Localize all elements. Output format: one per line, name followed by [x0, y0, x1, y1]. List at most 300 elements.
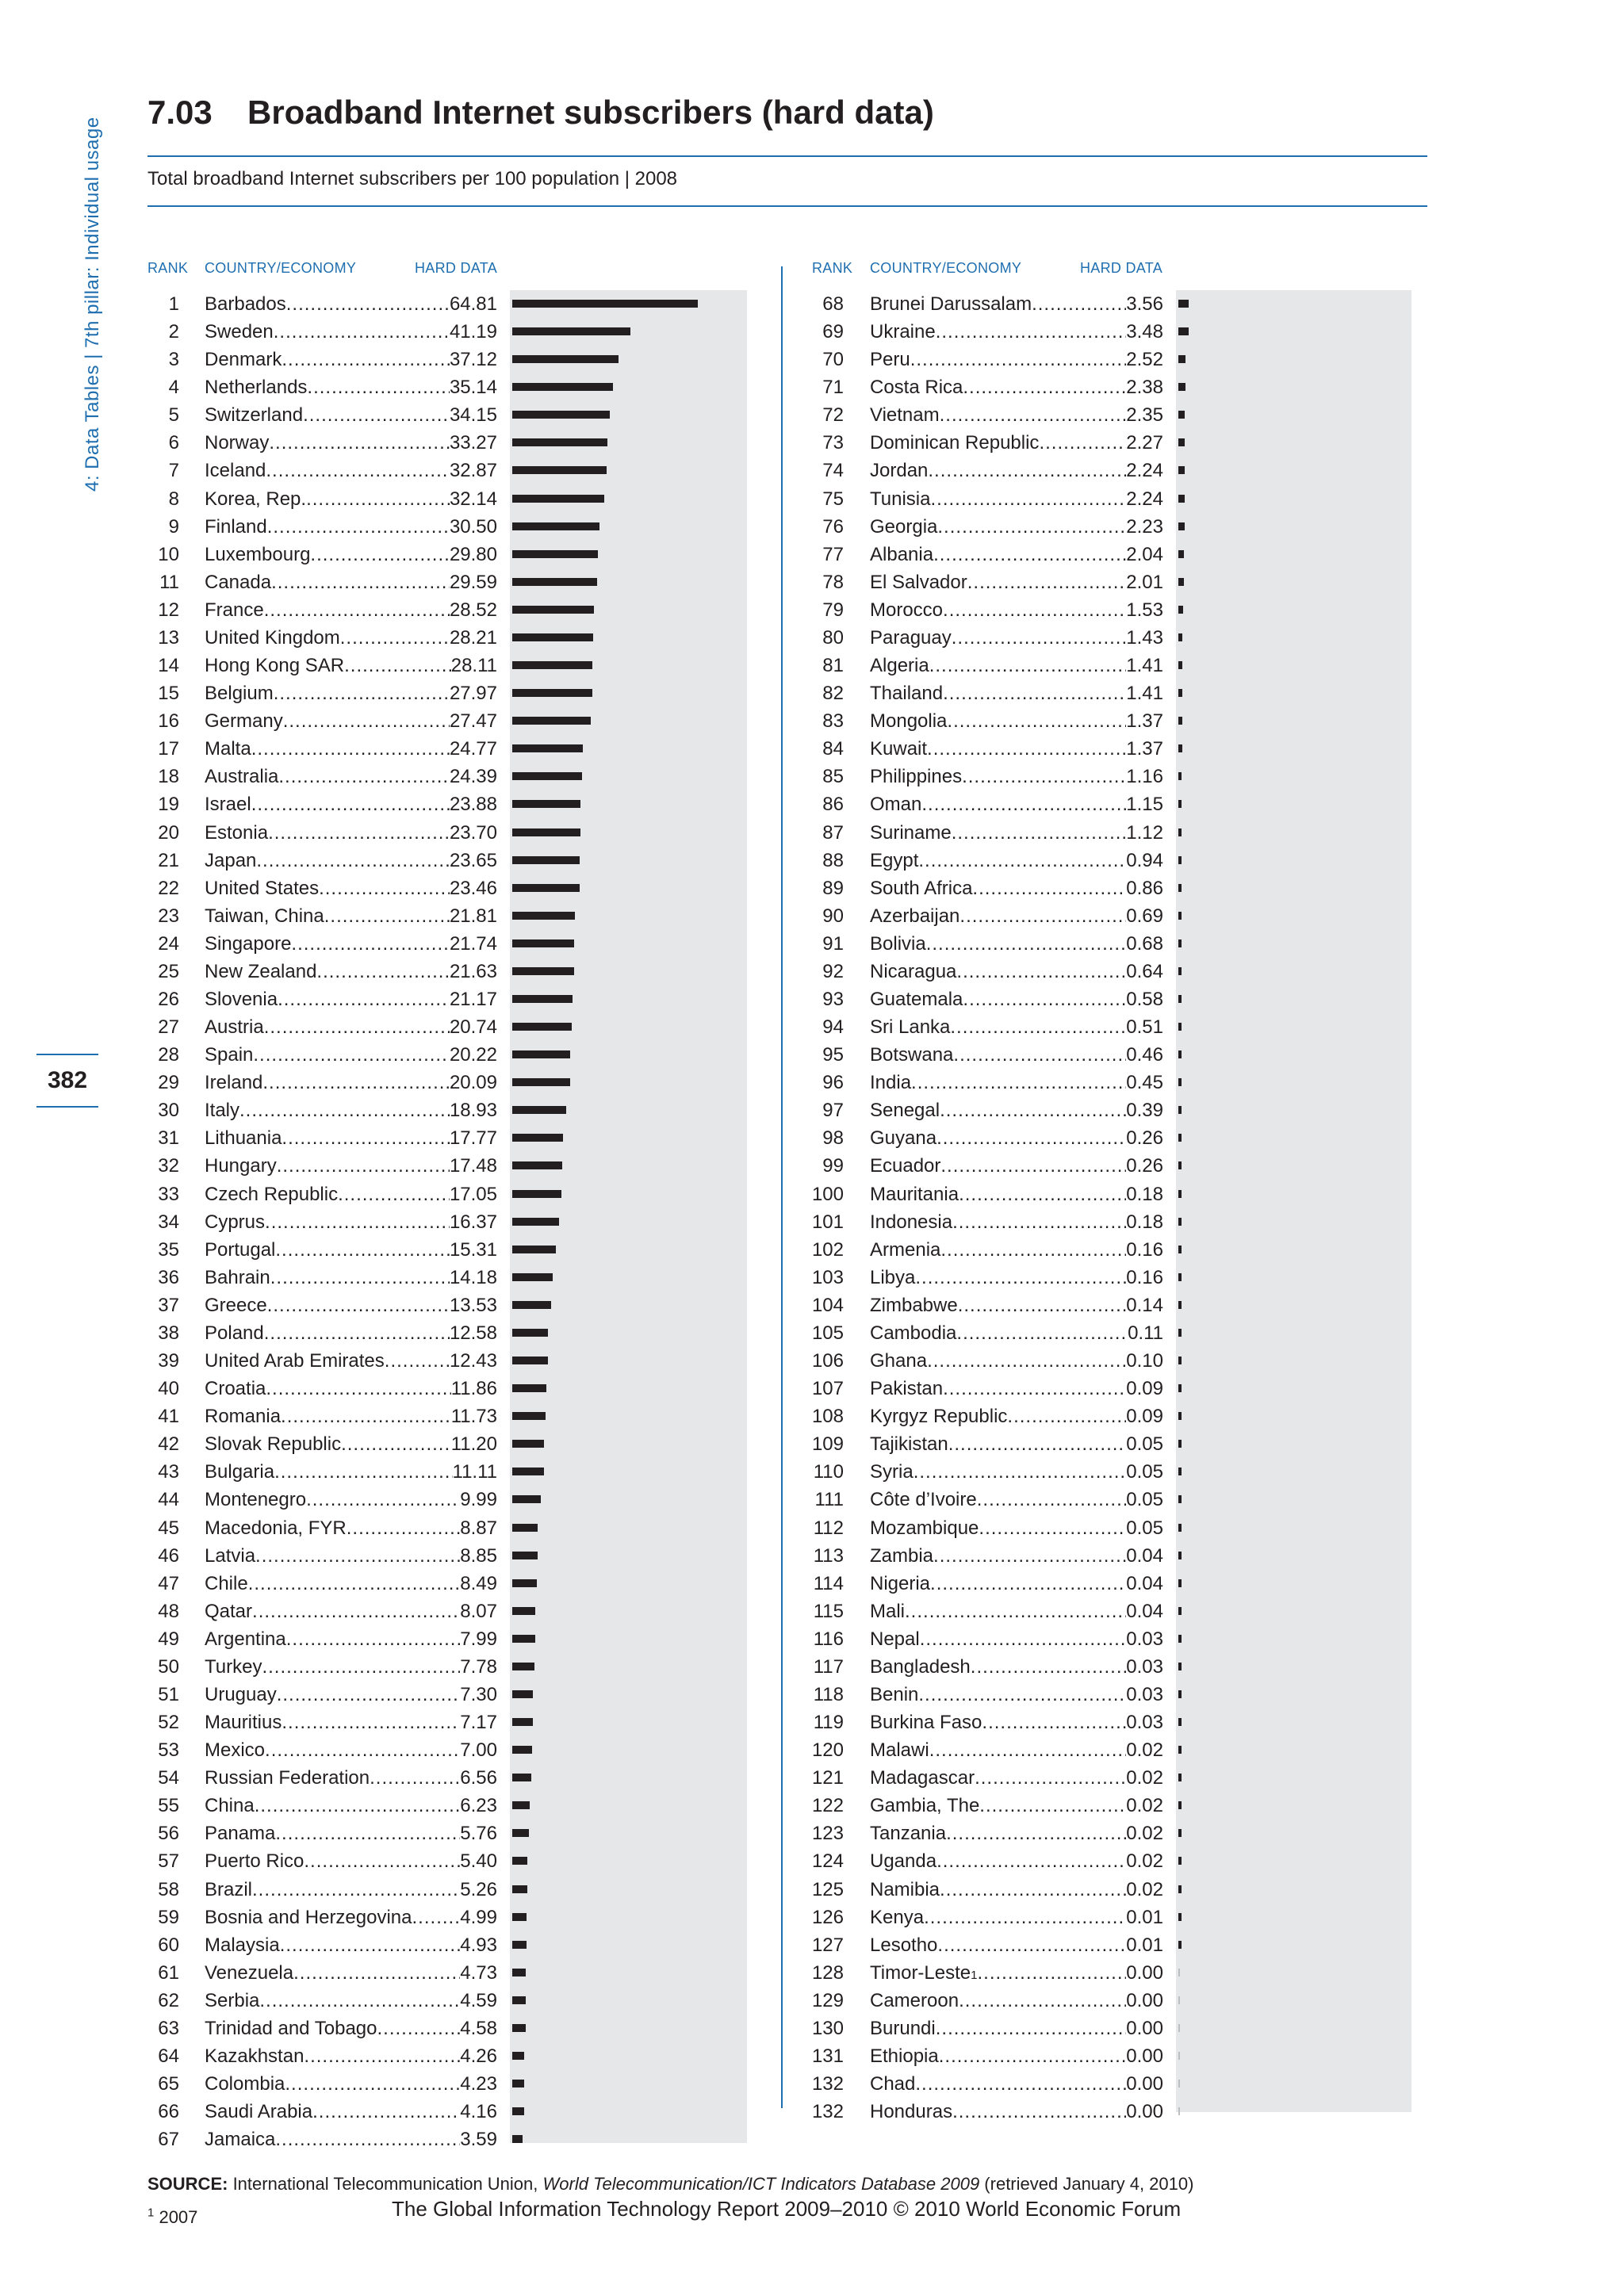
country-value-cell — [870, 1736, 1163, 1764]
bar-ghana — [1178, 1357, 1182, 1364]
table-number: 7.03 — [147, 94, 213, 131]
hard-data-value: 27.47 — [449, 710, 497, 733]
country-name: Mongolia — [870, 710, 948, 733]
table-row — [0, 1264, 1624, 1292]
country-value-cell — [870, 958, 1163, 985]
dot-leader — [959, 902, 1126, 930]
country-name: Ecuador — [870, 1155, 941, 1177]
country-name: Montenegro — [205, 1489, 307, 1511]
hard-data-value: 21.81 — [449, 905, 497, 927]
value-header-right: HARD DATA — [1080, 260, 1163, 276]
country-name: United Arab Emirates — [205, 1350, 385, 1372]
hard-data-value: 30.50 — [449, 515, 497, 538]
hard-data-value: 4.73 — [460, 1961, 497, 1984]
rank-cell: 75 — [822, 488, 844, 510]
country-value-cell — [870, 1514, 1163, 1542]
rank-cell: 43 — [158, 1461, 179, 1483]
hard-data-value: 2.35 — [1126, 404, 1163, 427]
rank-cell: 96 — [822, 1072, 844, 1094]
country-name: Singapore — [205, 932, 292, 955]
dot-leader — [937, 513, 1126, 541]
bar-ecuador — [1178, 1161, 1182, 1169]
country-value-cell — [870, 930, 1163, 958]
rank-cell: 34 — [158, 1211, 179, 1233]
hard-data-value: 12.43 — [449, 1350, 497, 1372]
rank-cell: 16 — [158, 710, 179, 733]
table-row — [0, 763, 1624, 790]
hard-data-value: 11.86 — [450, 1378, 497, 1400]
bar-ukraine — [1178, 327, 1189, 335]
rank-cell: 29 — [158, 1072, 179, 1094]
rank-cell: 121 — [811, 1767, 844, 1789]
bar-kyrgyz-republic — [1178, 1412, 1182, 1420]
country-value-cell — [870, 1792, 1163, 1820]
hard-data-value: 0.04 — [1126, 1572, 1163, 1594]
hard-data-value: 15.31 — [449, 1238, 497, 1261]
hard-data-value: 0.09 — [1126, 1378, 1163, 1400]
country-value-cell — [870, 1570, 1163, 1598]
country-name: Colombia — [205, 2073, 285, 2095]
dot-leader — [918, 1681, 1126, 1709]
country-value-cell — [870, 1375, 1163, 1402]
dot-leader — [918, 847, 1126, 874]
country-name: Malawi — [870, 1739, 929, 1762]
dot-leader — [952, 1208, 1126, 1236]
bar-morocco — [1178, 606, 1183, 614]
country-name: Namibia — [870, 1878, 940, 1900]
country-name: Suriname — [870, 821, 952, 844]
country-value-cell — [870, 735, 1163, 763]
country-name: United States — [205, 877, 320, 899]
table-row — [0, 2126, 1624, 2153]
dot-leader — [1039, 429, 1126, 457]
rank-cell: 80 — [822, 626, 844, 649]
rank-cell: 62 — [158, 1989, 179, 2011]
hard-data-value: 34.15 — [449, 404, 497, 427]
country-name: Israel — [205, 794, 251, 816]
country-value-cell — [870, 318, 1163, 346]
hard-data-value: 8.07 — [460, 1600, 497, 1622]
country-value-cell — [870, 1347, 1163, 1375]
country-name: Austria — [205, 1016, 264, 1039]
rank-cell: 99 — [822, 1155, 844, 1177]
country-value-cell — [870, 1013, 1163, 1041]
rank-cell: 113 — [813, 1544, 844, 1567]
rank-cell: 54 — [158, 1767, 179, 1789]
rank-cell: 100 — [811, 1183, 844, 1205]
hard-data-value: 28.21 — [449, 626, 497, 649]
hard-data-value: 0.04 — [1126, 1544, 1163, 1567]
table-row — [0, 1430, 1624, 1458]
country-name: Netherlands — [205, 377, 308, 399]
country-value-cell — [870, 1264, 1163, 1292]
dot-leader — [967, 568, 1127, 596]
rank-cell: 48 — [158, 1600, 179, 1622]
rank-cell: 86 — [822, 794, 844, 816]
hard-data-value: 0.94 — [1126, 849, 1163, 871]
table-row — [0, 1876, 1624, 1904]
bar-pakistan — [1178, 1384, 1182, 1392]
country-name: Norway — [205, 432, 270, 454]
rank-cell: 60 — [158, 1934, 179, 1956]
table-row — [0, 790, 1624, 818]
rank-cell: 74 — [822, 460, 844, 482]
country-name: Hungary — [205, 1155, 277, 1177]
country-value-cell — [870, 790, 1163, 818]
hard-data-value: 41.19 — [449, 321, 497, 343]
bar-india — [1178, 1078, 1182, 1086]
country-name: Italy — [205, 1100, 240, 1122]
hard-data-value: 23.65 — [449, 849, 497, 871]
dot-leader — [905, 1598, 1126, 1625]
country-name: Macedonia, FYR — [205, 1517, 347, 1539]
country-name: Cambodia — [870, 1322, 957, 1344]
hard-data-value: 23.70 — [449, 821, 497, 844]
bar-south-africa — [1178, 884, 1182, 892]
dot-leader — [930, 1570, 1126, 1598]
bar-uganda — [1178, 1857, 1182, 1865]
country-name: Cameroon — [870, 1989, 959, 2011]
bar-algeria — [1178, 661, 1182, 669]
table-row — [0, 1486, 1624, 1513]
country-name: Guatemala — [870, 989, 963, 1010]
rank-cell: 103 — [811, 1266, 844, 1288]
dot-leader — [975, 1764, 1126, 1792]
rank-cell: 118 — [813, 1684, 844, 1705]
country-name: Sri Lanka — [870, 1016, 951, 1039]
bar-tanzania — [1178, 1829, 1182, 1837]
dot-leader — [948, 1430, 1127, 1458]
hard-data-value: 0.05 — [1126, 1433, 1163, 1456]
rank-cell: 115 — [813, 1600, 844, 1622]
table-row — [0, 624, 1624, 652]
country-name: Madagascar — [870, 1767, 975, 1789]
hard-data-value: 35.14 — [449, 377, 497, 399]
dot-leader — [972, 874, 1126, 902]
rank-cell: 31 — [158, 1127, 179, 1150]
dot-leader — [936, 1124, 1126, 1152]
hard-data-value: 13.53 — [449, 1294, 497, 1316]
dot-leader — [915, 2070, 1126, 2098]
rank-cell: 30 — [158, 1100, 179, 1122]
rank-cell: 7 — [168, 460, 179, 482]
country-name: Costa Rica — [870, 377, 963, 399]
country-name: Malaysia — [205, 1934, 280, 1956]
rank-cell: 12 — [158, 599, 179, 621]
rank-cell: 15 — [158, 683, 179, 705]
rank-cell: 93 — [822, 989, 844, 1010]
country-name: Mozambique — [870, 1517, 979, 1539]
bar-timor-leste — [1178, 1969, 1180, 1976]
bar-mali — [1178, 1607, 1182, 1615]
country-value-cell — [870, 457, 1163, 484]
dot-leader — [959, 1181, 1126, 1208]
country-name: Denmark — [205, 349, 282, 371]
dot-leader — [950, 1013, 1126, 1041]
bar-nigeria — [1178, 1579, 1182, 1587]
dot-leader — [921, 790, 1126, 818]
rank-cell: 119 — [813, 1712, 844, 1734]
dot-leader — [953, 1041, 1126, 1069]
table-row — [0, 2070, 1624, 2098]
table-row — [0, 1208, 1624, 1236]
hard-data-value: 0.03 — [1126, 1684, 1163, 1705]
country-value-cell — [870, 2070, 1163, 2098]
table-row — [0, 1931, 1624, 1959]
country-name: Ghana — [870, 1350, 928, 1372]
country-value-cell — [870, 847, 1163, 874]
bar-burkina-faso — [1178, 1718, 1182, 1726]
rank-cell: 50 — [158, 1655, 179, 1678]
dot-leader — [952, 819, 1127, 847]
hard-data-value: 0.01 — [1126, 1934, 1163, 1956]
dot-leader — [929, 1736, 1127, 1764]
rank-cell: 37 — [158, 1294, 179, 1316]
hard-data-value: 0.02 — [1126, 1767, 1163, 1789]
bar-namibia — [1178, 1885, 1182, 1893]
hard-data-value: 33.27 — [449, 432, 497, 454]
rank-cell: 42 — [158, 1433, 179, 1456]
hard-data-value: 4.93 — [460, 1934, 497, 1956]
rank-cell: 28 — [158, 1044, 179, 1066]
country-value-cell — [870, 1319, 1163, 1347]
hard-data-value: 8.87 — [460, 1517, 497, 1539]
table-row — [0, 1069, 1624, 1096]
hard-data-value: 0.26 — [1126, 1155, 1163, 1177]
country-value-cell — [870, 624, 1163, 652]
hard-data-value: 64.81 — [449, 293, 497, 315]
bar-benin — [1178, 1690, 1182, 1698]
dot-leader — [977, 1486, 1127, 1513]
country-name: India — [870, 1072, 912, 1094]
rank-cell: 112 — [813, 1517, 844, 1539]
hard-data-value: 2.38 — [1126, 377, 1163, 399]
country-name: Turkey — [205, 1655, 262, 1678]
country-value-cell — [870, 346, 1163, 373]
rank-header-left: RANK — [147, 260, 189, 276]
rank-cell: 59 — [158, 1906, 179, 1928]
table-row — [0, 2015, 1624, 2042]
country-value-cell — [870, 1181, 1163, 1208]
country-value-cell — [870, 2015, 1163, 2042]
rank-cell: 129 — [811, 1989, 844, 2011]
rank-cell: 67 — [158, 2129, 179, 2151]
table-row — [0, 1347, 1624, 1375]
country-name: Côte d’Ivoire — [870, 1489, 977, 1511]
rank-cell: 14 — [158, 655, 179, 677]
country-name: Hong Kong SAR — [205, 655, 345, 677]
country-name: Puerto Rico — [205, 1850, 304, 1873]
bar-kenya — [1178, 1913, 1182, 1921]
country-name: Luxembourg — [205, 543, 311, 565]
table-row — [0, 1292, 1624, 1319]
hard-data-value: 24.39 — [449, 766, 497, 788]
table-row — [0, 1904, 1624, 1931]
bar-cameroon — [1178, 1996, 1180, 2004]
country-name: Senegal — [870, 1100, 940, 1122]
bar-nicaragua — [1178, 967, 1182, 975]
country-name: Indonesia — [870, 1211, 953, 1233]
hard-data-value: 20.09 — [449, 1072, 497, 1094]
rank-cell: 56 — [158, 1823, 179, 1845]
country-name: Taiwan, China — [205, 905, 324, 927]
hard-data-value: 0.64 — [1126, 960, 1163, 982]
hard-data-value: 28.11 — [450, 655, 497, 677]
country-value-cell — [870, 1486, 1163, 1513]
hard-data-value: 16.37 — [449, 1211, 497, 1233]
rank-cell: 132 — [811, 2101, 844, 2123]
dot-leader — [946, 1820, 1126, 1847]
country-name: Bosnia and Herzegovina — [205, 1906, 412, 1928]
bar-nepal — [1178, 1635, 1182, 1643]
rank-cell: 70 — [822, 349, 844, 371]
hard-data-value: 4.58 — [460, 2017, 497, 2039]
dot-leader — [910, 346, 1127, 373]
hard-data-value: 0.05 — [1126, 1517, 1163, 1539]
country-value-cell — [870, 1681, 1163, 1709]
table-row — [0, 1736, 1624, 1764]
country-name: Bangladesh — [870, 1655, 971, 1678]
country-name: Benin — [870, 1684, 919, 1705]
rank-cell: 58 — [158, 1878, 179, 1900]
hard-data-value: 11.73 — [450, 1406, 497, 1428]
country-value-cell — [870, 1208, 1163, 1236]
country-name: Jordan — [870, 460, 929, 482]
country-name: Australia — [205, 766, 279, 788]
country-name: Timor-Leste — [870, 1961, 971, 1984]
table-row — [0, 290, 1624, 318]
table-row — [0, 874, 1624, 902]
dot-leader — [943, 1375, 1126, 1402]
footnote-mark: 1 — [147, 2206, 155, 2220]
bar-madagascar — [1178, 1774, 1182, 1781]
country-value-cell — [870, 2042, 1163, 2070]
hard-data-value: 0.01 — [1126, 1906, 1163, 1928]
value-header-left: HARD DATA — [415, 260, 498, 276]
rank-cell: 120 — [811, 1739, 844, 1762]
hard-data-value: 0.02 — [1126, 1739, 1163, 1762]
hard-data-value: 5.26 — [460, 1878, 497, 1900]
country-name: Uruguay — [205, 1684, 277, 1705]
hard-data-value: 18.93 — [449, 1100, 497, 1122]
rank-cell: 44 — [158, 1489, 179, 1511]
country-value-cell — [870, 1709, 1163, 1736]
country-header-right: COUNTRY/ECONOMY — [870, 260, 1022, 276]
rank-cell: 90 — [822, 905, 844, 927]
hard-data-value: 23.88 — [449, 794, 497, 816]
table-row — [0, 1820, 1624, 1847]
country-name: Barbados — [205, 293, 286, 315]
table-row — [0, 1847, 1624, 1875]
bar-senegal — [1178, 1106, 1182, 1114]
country-name: Kenya — [870, 1906, 925, 1928]
table-row — [0, 318, 1624, 346]
rank-cell: 94 — [822, 1016, 844, 1039]
rank-cell: 63 — [158, 2017, 179, 2039]
hard-data-value: 11.20 — [450, 1433, 497, 1456]
country-name: Bulgaria — [205, 1461, 275, 1483]
hard-data-value: 8.49 — [460, 1572, 497, 1594]
country-value-cell — [870, 541, 1163, 568]
bar-philippines — [1178, 772, 1182, 780]
rank-cell: 128 — [811, 1961, 844, 1984]
country-name: Burkina Faso — [870, 1712, 982, 1734]
bar-jamaica — [512, 2135, 523, 2143]
country-name: El Salvador — [870, 571, 967, 593]
country-value-cell — [870, 1653, 1163, 1681]
page-footer: The Global Information Technology Report 2009–2010 © 2010 World Economic Forum — [392, 2197, 1182, 2221]
footnote-text: 2007 — [154, 2207, 198, 2227]
hard-data-value: 0.00 — [1126, 1989, 1163, 2011]
country-name: Zambia — [870, 1544, 934, 1567]
country-name: Latvia — [205, 1544, 256, 1567]
country-name: Greece — [205, 1294, 267, 1316]
table-row — [0, 958, 1624, 985]
rank-cell: 116 — [813, 1628, 844, 1650]
hard-data-value: 2.24 — [1126, 488, 1163, 510]
rank-cell: 8 — [168, 488, 179, 510]
country-name: Jamaica — [205, 2129, 276, 2151]
bar-honduras — [1178, 2107, 1180, 2115]
bar-indonesia — [1178, 1218, 1182, 1226]
country-name: Pakistan — [870, 1378, 944, 1400]
country-name: Lesotho — [870, 1934, 938, 1956]
rank-cell: 124 — [811, 1850, 844, 1873]
rank-cell: 82 — [822, 683, 844, 705]
country-name: Kyrgyz Republic — [870, 1406, 1008, 1428]
bar-sri-lanka — [1178, 1023, 1182, 1031]
dot-leader — [936, 1847, 1126, 1875]
country-value-cell — [870, 1847, 1163, 1875]
country-value-cell — [870, 1876, 1163, 1904]
hard-data-value: 27.97 — [449, 683, 497, 705]
rank-cell: 46 — [158, 1544, 179, 1567]
country-name: Serbia — [205, 1989, 260, 2011]
country-name: Qatar — [205, 1600, 253, 1622]
rank-cell: 83 — [822, 710, 844, 733]
hard-data-value: 0.18 — [1126, 1183, 1163, 1205]
country-value-cell — [870, 679, 1163, 707]
country-name: Thailand — [870, 683, 944, 705]
rank-cell: 125 — [811, 1878, 844, 1900]
rank-cell: 92 — [822, 960, 844, 982]
rank-cell: 66 — [158, 2101, 179, 2123]
hard-data-value: 2.24 — [1126, 460, 1163, 482]
country-value-cell — [870, 1820, 1163, 1847]
source-database: World Telecommunication/ICT Indicators Database 2009 — [542, 2174, 980, 2194]
rank-cell: 132 — [811, 2073, 844, 2095]
source-note — [147, 2174, 1193, 2195]
rank-cell: 5 — [168, 404, 179, 427]
hard-data-value: 0.00 — [1126, 2017, 1163, 2039]
country-name: Egypt — [870, 849, 919, 871]
country-name: Burundi — [870, 2017, 936, 2039]
country-name: Poland — [205, 1322, 264, 1344]
rank-cell: 18 — [158, 766, 179, 788]
rank-cell: 76 — [822, 515, 844, 538]
rank-cell: 24 — [158, 932, 179, 955]
country-name: Sweden — [205, 321, 274, 343]
hard-data-value: 23.46 — [449, 877, 497, 899]
table-row — [0, 902, 1624, 930]
dot-leader — [940, 1236, 1126, 1264]
rank-cell: 114 — [813, 1572, 844, 1594]
country-value-cell — [870, 1987, 1163, 2015]
country-name: Mauritania — [870, 1183, 959, 1205]
table-row — [0, 1013, 1624, 1041]
table-row — [0, 568, 1624, 596]
country-name: Oman — [870, 794, 922, 816]
